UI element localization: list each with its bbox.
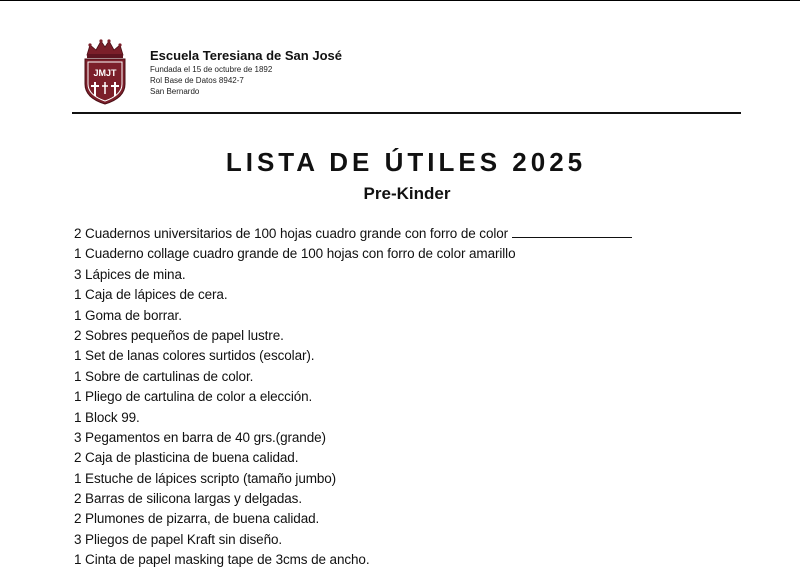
list-item: 1 Estuche de lápices scripto (tamaño jumbo) [74, 470, 337, 486]
list-item: 1 Goma de borrar. [74, 307, 182, 323]
document-subtitle: Pre-Kinder [363, 184, 451, 203]
letterhead [72, 36, 741, 114]
list-item: 3 Lápices de mina. [74, 266, 186, 282]
top-border-line [0, 0, 800, 1]
document-title: LISTA DE ÚTILES 2025 [225, 147, 587, 177]
list-item: 1 Sobre de cartulinas de color. [74, 368, 254, 384]
list-item [74, 224, 774, 244]
city: San Bernardo [150, 87, 200, 96]
list-item: 2 Plumones de pizarra, de buena calidad. [74, 511, 320, 527]
list-item: 1 Cinta de papel masking tape de 3cms de ancho. [74, 552, 370, 568]
list-item: 3 Pegamentos en barra de 40 grs.(grande) [74, 429, 326, 445]
school-name: Escuela Teresiana de San José [150, 48, 342, 63]
list-item: 2 Sobres pequeños de papel lustre. [74, 327, 284, 343]
list-item: 1 Cuaderno collage cuadro grande de 100 hojas con forro de color amarillo [74, 246, 516, 262]
list-item: 2 Caja de plasticina de buena calidad. [74, 450, 299, 466]
list-item: 1 Caja de lápices de cera. [74, 287, 228, 303]
list-item: 1 Block 99. [74, 409, 140, 425]
jmjt-crest-icon [82, 38, 128, 106]
supply-list [74, 224, 774, 571]
school-info [150, 48, 550, 97]
founding-date: Fundada el 15 de octubre de 1892 [150, 65, 273, 74]
list-item: 3 Pliegos de papel Kraft sin diseño. [74, 531, 283, 547]
list-item: 1 Pliego de cartulina de color a elección. [74, 389, 313, 405]
header-divider [72, 112, 741, 114]
crest-lettering: JMJT [93, 68, 117, 78]
list-item: 2 Barras de silicona largas y delgadas. [74, 491, 302, 507]
fill-in-blank [512, 225, 632, 238]
rol-number: Rol Base de Datos 8942-7 [150, 76, 244, 85]
list-item: 1 Set de lanas colores surtidos (escolar). [74, 348, 315, 364]
list-item-text: 2 Cuadernos universitarios de 100 hojas cuadro grande con forro de color [74, 226, 509, 241]
